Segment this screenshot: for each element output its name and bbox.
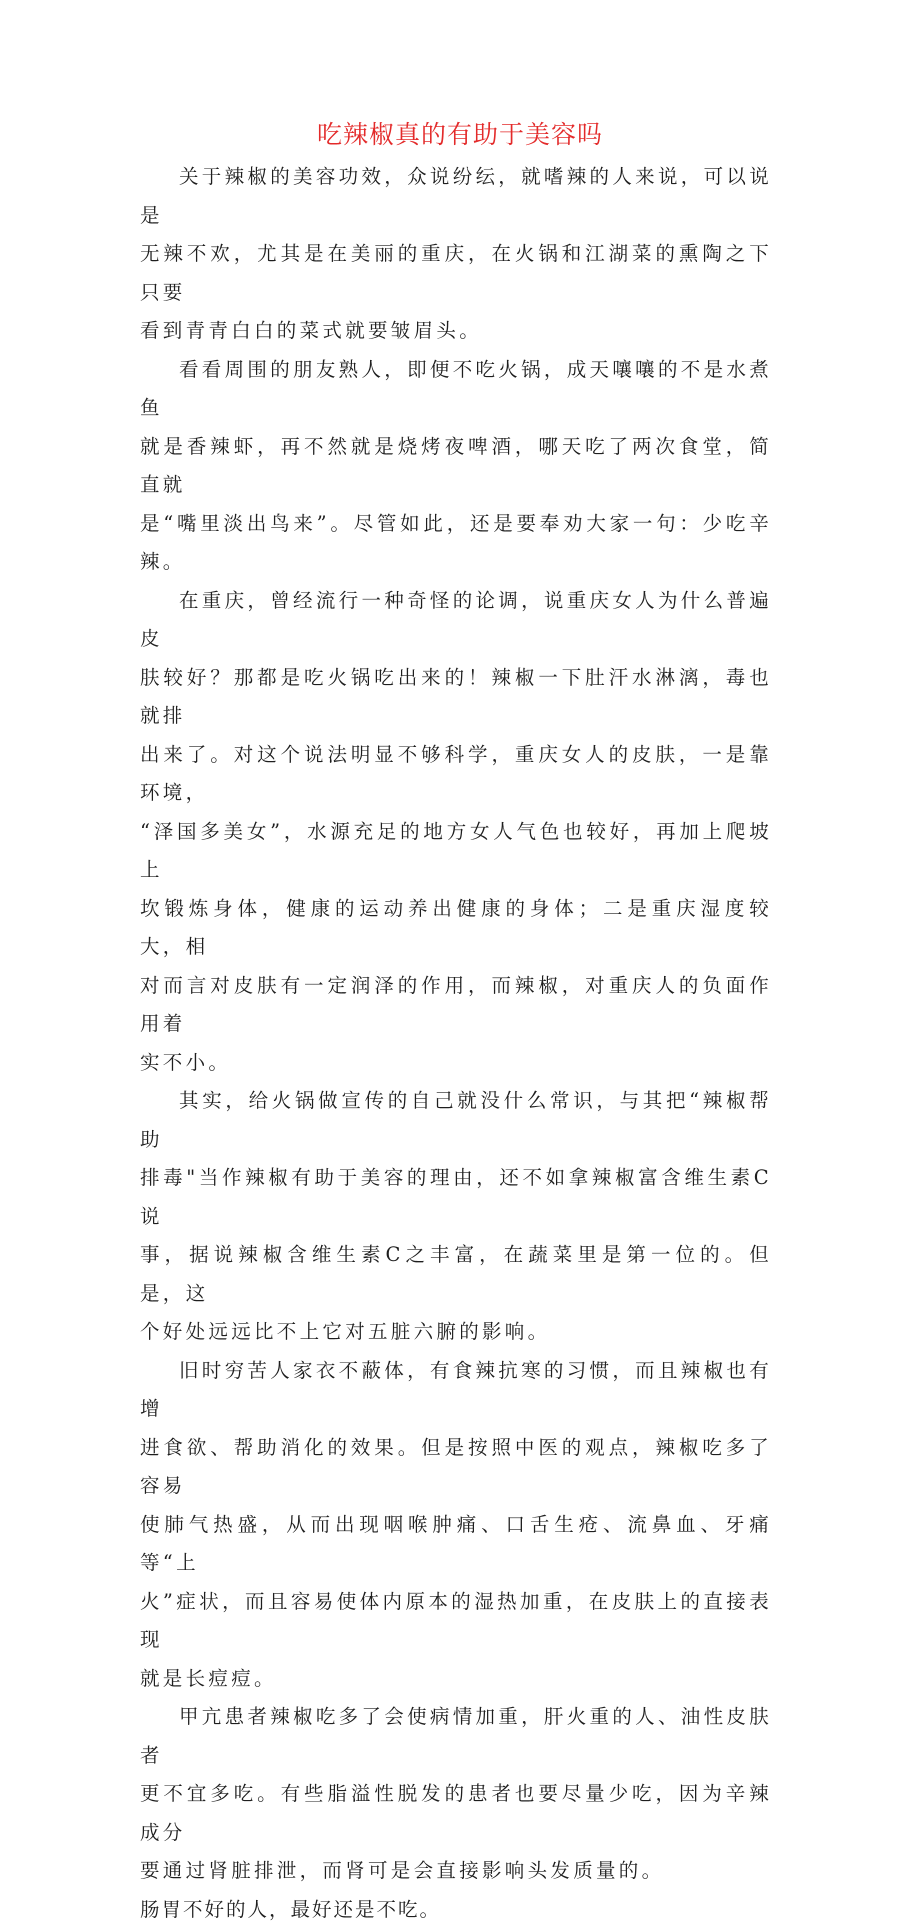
paragraph-7: 肠胃不好的人，最好还是不吃。 — [140, 1891, 772, 1929]
paragraph-4: 其实，给火锅做宣传的自己就没什么常识，与其把“辣椒帮助 排毒"当作辣椒有助于美容的理由，还不如拿辣椒富含维生素C说 事，据说辣椒含维生素C之丰富，在蔬菜里是第一位的。但是，这 个好处远远比不上它对五脏六腑的影响。 — [140, 1082, 772, 1352]
document-body — [140, 158, 772, 1929]
paragraph-2: 看看周围的朋友熟人，即便不吃火锅，成天嚷嚷的不是水煮鱼 就是香辣虾，再不然就是烧烤夜啤酒，哪天吃了两次食堂，简直就 是“嘴里淡出鸟来”。尽管如此，还是要奉劝大家一句：少吃辛辣。 — [140, 351, 772, 582]
document-title: 吃辣椒真的有助于美容吗 — [0, 117, 920, 153]
paragraph-1: 关于辣椒的美容功效，众说纷纭，就嗜辣的人来说，可以说是 无辣不欢，尤其是在美丽的重庆，在火锅和江湖菜的熏陶之下只要 看到青青白白的菜式就要皱眉头。 — [140, 158, 772, 351]
paragraph-5: 旧时穷苦人家衣不蔽体，有食辣抗寒的习惯，而且辣椒也有增 进食欲、帮助消化的效果。但是按照中医的观点，辣椒吃多了容易 使肺气热盛，从而出现咽喉肿痛、口舌生疮、流鼻血、牙痛等“上 火”症状，而且容易使体内原本的湿热加重，在皮肤上的直接表现 就是长痘痘。 — [140, 1352, 772, 1699]
paragraph-3: 在重庆，曾经流行一种奇怪的论调，说重庆女人为什么普遍皮 肤较好？那都是吃火锅吃出来的！辣椒一下肚汗水淋漓，毒也就排 出来了。对这个说法明显不够科学，重庆女人的皮肤，一是靠环境， “泽国多美女”，水源充足的地方女人气色也较好，再加上爬坡上 坎锻炼身体，健康的运动养出健康的身体；二是重庆湿度较大，相 对而言对皮肤有一定润泽的作用，而辣椒，对重庆人的负面作用着 实不小。 — [140, 582, 772, 1083]
paragraph-6: 甲亢患者辣椒吃多了会使病情加重，肝火重的人、油性皮肤者 更不宜多吃。有些脂溢性脱发的患者也要尽量少吃，因为辛辣成分 要通过肾脏排泄，而肾可是会直接影响头发质量的。 — [140, 1698, 772, 1891]
